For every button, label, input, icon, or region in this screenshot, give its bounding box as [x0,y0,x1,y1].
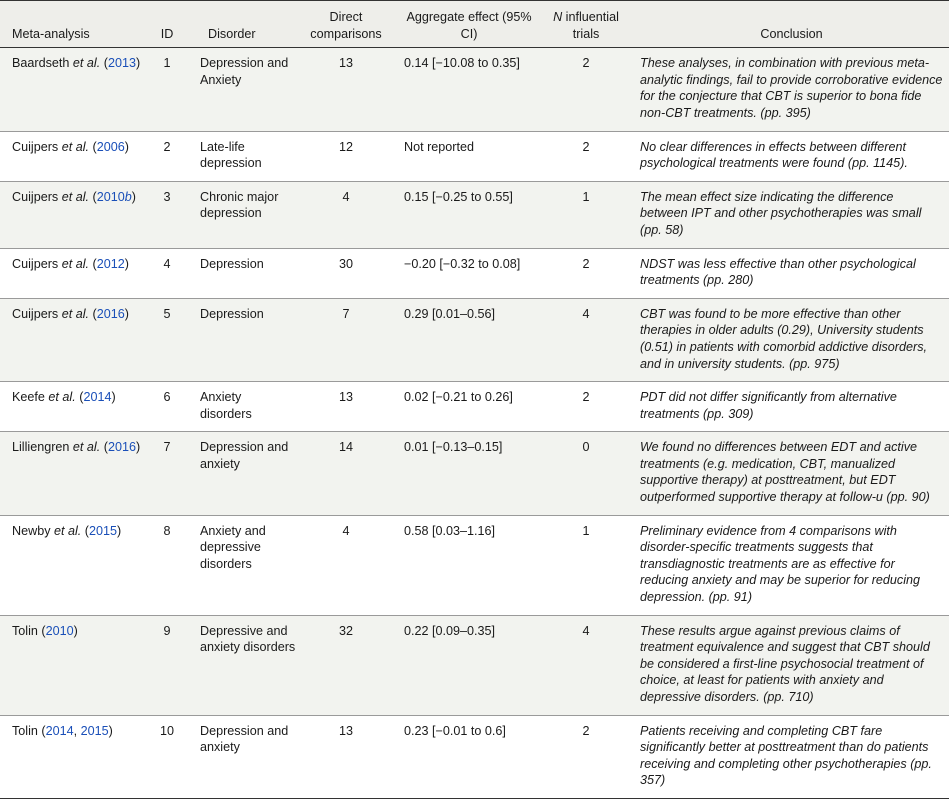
citation-author: Cuijpers [12,189,62,204]
n-influential-cell: 4 [540,615,632,715]
table-row [0,131,949,181]
aggregate-effect-cell: 0.14 [−10.08 to 0.35] [390,48,540,131]
header-disorder: Disorder [184,1,302,48]
citation-year-link[interactable]: 2016 [107,440,136,455]
citation-open: ( [37,723,46,738]
citation-et-al: et al. [54,523,82,538]
meta-analysis-cell [0,432,150,515]
header-n-rest: influential trials [562,10,619,41]
n-influential-cell: 0 [540,432,632,515]
citation-et-al: et al. [61,139,90,154]
direct-comparisons-cell: 30 [302,248,390,298]
citation-separator: , [73,723,81,738]
table-row [0,715,949,798]
citation-close: ) [111,390,116,405]
id-cell: 1 [150,48,184,131]
direct-comparisons-cell: 7 [302,298,390,381]
aggregate-effect-cell: −0.20 [−0.32 to 0.08] [390,248,540,298]
id-cell: 7 [150,432,184,515]
header-row [0,1,949,48]
citation-open: ( [37,623,46,638]
aggregate-effect-cell: 0.29 [0.01–0.56] [390,298,540,381]
citation-year-link[interactable]: 2010 [45,623,74,638]
direct-comparisons-cell: 4 [302,515,390,615]
citation-et-al: et al. [61,306,90,321]
citation-close: ) [135,440,141,455]
citation-year-suffix-link[interactable]: b [124,189,132,204]
n-influential-cell: 2 [540,248,632,298]
citation-open: ( [89,189,97,204]
citation-close: ) [131,189,136,204]
meta-analysis-cell [0,615,150,715]
citation-year-link[interactable]: 2013 [107,56,136,71]
disorder-cell: Anxiety disorders [184,382,302,432]
conclusion-cell: No clear differences in effects between different psychological treatments were found (pp. 1145). [632,131,949,181]
n-influential-cell: 1 [540,181,632,248]
citation-author: Keefe [12,390,49,405]
citation-open: ( [81,523,90,538]
citation-open: ( [89,139,97,154]
id-cell: 3 [150,181,184,248]
meta-analysis-cell [0,131,150,181]
id-cell: 5 [150,298,184,381]
aggregate-effect-cell: Not reported [390,131,540,181]
n-influential-cell: 2 [540,131,632,181]
meta-analysis-cell [0,382,150,432]
meta-analysis-cell [0,715,150,798]
conclusion-cell: PDT did not differ significantly from alternative treatments (pp. 309) [632,382,949,432]
meta-analysis-cell [0,298,150,381]
conclusion-cell: Preliminary evidence from 4 comparisons with disorder-specific treatments suggests that transdiagnostic treatments are as effective for reducing anxiety and may be superior for reducing depression. (pp. 91) [632,515,949,615]
disorder-cell: Depressive and anxiety disorders [184,615,302,715]
n-influential-cell: 2 [540,382,632,432]
id-cell: 9 [150,615,184,715]
citation-year2-link[interactable]: 2015 [80,723,109,738]
disorder-cell: Late-life depression [184,131,302,181]
aggregate-effect-cell: 0.22 [0.09–0.35] [390,615,540,715]
citation-close: ) [124,139,129,154]
citation-year-link[interactable]: 2010 [96,189,125,204]
conclusion-cell: We found no differences between EDT and active treatments (e.g. medication, CBT, manualized supportive therapy) at posttreatment, but EDT outperformed supportive therapy at follow-u (pp. 90) [632,432,949,515]
direct-comparisons-cell: 13 [302,382,390,432]
citation-open: ( [100,56,108,71]
citation-author: Cuijpers [12,306,62,321]
citation-et-al: et al. [72,56,101,71]
citation-author: Lilliengren [12,440,73,455]
table-row [0,248,949,298]
meta-analysis-cell [0,248,150,298]
header-id: ID [150,1,184,48]
id-cell: 10 [150,715,184,798]
aggregate-effect-cell: 0.02 [−0.21 to 0.26] [390,382,540,432]
citation-author: Cuijpers [12,256,62,271]
citation-open: ( [89,256,97,271]
n-influential-cell: 2 [540,48,632,131]
citation-author: Tolin [12,623,38,638]
citation-close: ) [117,523,122,538]
n-influential-cell: 1 [540,515,632,615]
citation-year-link[interactable]: 2006 [96,139,125,154]
citation-year-link[interactable]: 2012 [96,256,125,271]
direct-comparisons-cell: 12 [302,131,390,181]
id-cell: 2 [150,131,184,181]
meta-analysis-cell [0,181,150,248]
n-influential-cell: 2 [540,715,632,798]
conclusion-cell: CBT was found to be more effective than other therapies in older adults (0.29), University students (0.51) in patients with comorbid addictive disorders, and in university students. (pp. 975) [632,298,949,381]
citation-year-link[interactable]: 2015 [89,523,118,538]
direct-comparisons-cell: 13 [302,715,390,798]
header-direct-comparisons: Direct comparisons [302,1,390,48]
header-meta-analysis: Meta-analysis [0,1,150,48]
conclusion-cell: The mean effect size indicating the difference between IPT and other psychotherapies was small (pp. 58) [632,181,949,248]
citation-et-al: et al. [48,390,76,405]
disorder-cell: Depression [184,298,302,381]
header-aggregate-effect: Aggregate effect (95% CI) [390,1,540,48]
table-row [0,298,949,381]
table-row [0,382,949,432]
id-cell: 6 [150,382,184,432]
disorder-cell: Depression [184,248,302,298]
table-row [0,615,949,715]
conclusion-cell: These analyses, in combination with previous meta-analytic findings, fail to provide corroborative evidence for the conjecture that CBT is superior to bona fide non-CBT treatments. (pp. 395) [632,48,949,131]
header-conclusion: Conclusion [632,1,949,48]
disorder-cell: Depression and anxiety [184,432,302,515]
meta-analysis-cell [0,48,150,131]
citation-author: Cuijpers [12,139,62,154]
direct-comparisons-cell: 13 [302,48,390,131]
aggregate-effect-cell: 0.23 [−0.01 to 0.6] [390,715,540,798]
aggregate-effect-cell: 0.15 [−0.25 to 0.55] [390,181,540,248]
citation-close: ) [124,306,129,321]
table-row [0,181,949,248]
citation-close: ) [135,56,141,71]
citation-open: ( [75,390,84,405]
header-n-symbol: N [553,10,563,24]
direct-comparisons-cell: 32 [302,615,390,715]
citation-author: Tolin [12,723,38,738]
aggregate-effect-cell: 0.01 [−0.13–0.15] [390,432,540,515]
id-cell: 8 [150,515,184,615]
citation-author: Baardseth [12,56,73,71]
citation-year-link[interactable]: 2016 [96,306,125,321]
conclusion-cell: NDST was less effective than other psychological treatments (pp. 280) [632,248,949,298]
citation-et-al: et al. [72,440,101,455]
citation-close: ) [124,256,129,271]
direct-comparisons-cell: 14 [302,432,390,515]
conclusion-cell: Patients receiving and completing CBT fare significantly better at posttreatment than do patients receiving and completing other psychotherapies (pp. 357) [632,715,949,798]
citation-et-al: et al. [61,189,90,204]
disorder-cell: Anxiety and depressive disorders [184,515,302,615]
citation-close: ) [73,623,78,638]
id-cell: 4 [150,248,184,298]
n-influential-cell: 4 [540,298,632,381]
direct-comparisons-cell: 4 [302,181,390,248]
disorder-cell: Chronic major depression [184,181,302,248]
citation-et-al: et al. [61,256,90,271]
citation-open: ( [89,306,97,321]
disorder-cell: Depression and Anxiety [184,48,302,131]
citation-author: Newby [12,523,54,538]
citation-close: ) [108,723,113,738]
table-row [0,432,949,515]
table-row [0,515,949,615]
header-n-influential-trials [540,1,632,48]
disorder-cell: Depression and anxiety [184,715,302,798]
conclusion-cell: These results argue against previous claims of treatment equivalence and suggest that CBT should be considered a first-line psychosocial treatment of choice, at least for patients with anxiety and depressive disorders. (pp. 710) [632,615,949,715]
meta-analysis-cell [0,515,150,615]
citation-open: ( [100,440,108,455]
citation-year-link[interactable]: 2014 [45,723,74,738]
table-row [0,48,949,131]
citation-year-link[interactable]: 2014 [83,390,112,405]
aggregate-effect-cell: 0.58 [0.03–1.16] [390,515,540,615]
